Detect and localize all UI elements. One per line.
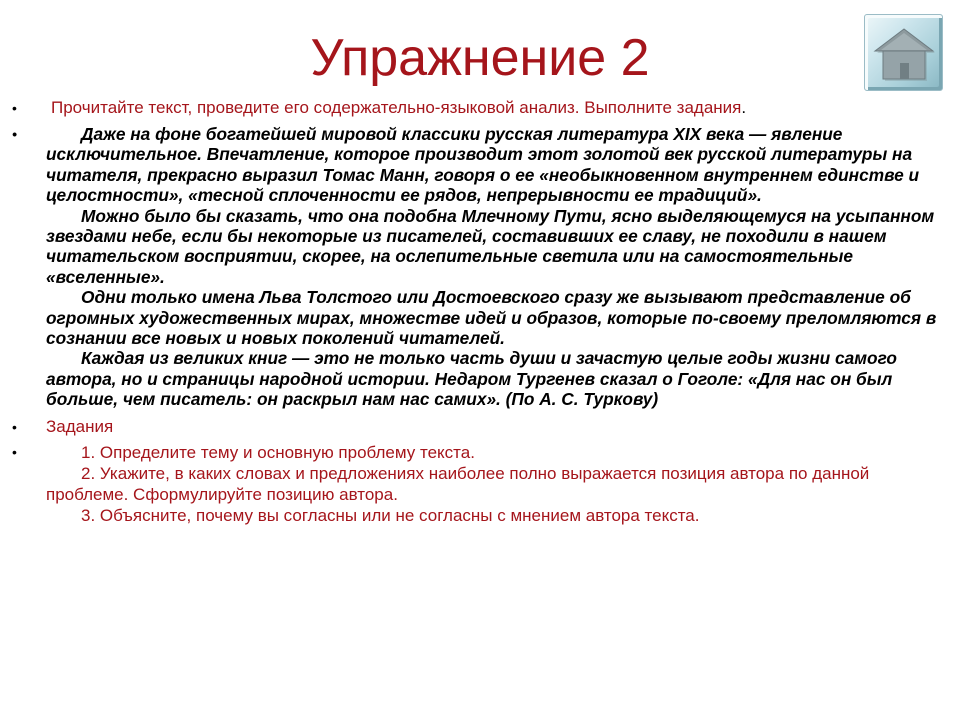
bullet: • [12,418,17,435]
task: 2. Укажите, в каких словах и предложениях наиболее полно выражается позиция автора по данной проблеме. Сформулируйте позицию автора. [46,463,870,504]
bullet: • [12,100,17,116]
home-button[interactable] [864,14,943,91]
tasks-heading: Задания [46,416,114,436]
slide-content [10,98,945,526]
task: 1. Определите тему и основную проблему текста. [81,442,475,462]
paragraph: Даже на фоне богатейшей мировой классики русская литература XIX века — явление исключительное. Впечатление, которое производит этот золотой век русской литературы на читателя, прекрасно выразил Томас Манн, говоря о ее «необыкновенном внутреннем единстве и целостности», «тесной сплоченности ее рядов, непрерывности ее традиций». [46,124,920,206]
tasks-heading-item [10,417,945,437]
paragraph: Можно было бы сказать, что она подобна Млечному Пути, ясно выделяющемуся на усыпанном звездами небе, если бы некоторые из писателей, составивших ее славу, не походили в нашем читательском восприятии, скорее, на ослепительные светила или на самостоятельные «вселенные». [46,205,935,287]
bullet: • [12,443,17,460]
slide-title: Упражнение 2 [310,29,650,87]
tasks-item [10,442,945,526]
quoted-text-item [10,124,945,410]
intro-item [10,98,945,118]
intro-text: Прочитайте текст, проведите его содержательно-языковой анализ. Выполните задания [51,98,742,117]
bullet: • [12,126,17,142]
intro-period: . [741,98,747,117]
home-icon [873,25,936,83]
paragraph: Одни только имена Льва Толстого или Достоевского сразу же вызывают представление об огромных художественных мирах, множестве идей и образов, которые по-своему преломляются в сознании все новых и новых поколений читателей. [46,287,937,349]
task: 3. Объясните, почему вы согласны или не согласны с мнением автора текста. [81,505,700,525]
paragraph: Каждая из великих книг — это не только часть души и зачастую целые годы жизни самого автора, но и страницы народной истории. Недаром Тургенев сказал о Гоголе: «Для нас он был больше, чем писатель: он раскрыл нам нас самих». (По А. С. Туркову) [46,348,897,410]
